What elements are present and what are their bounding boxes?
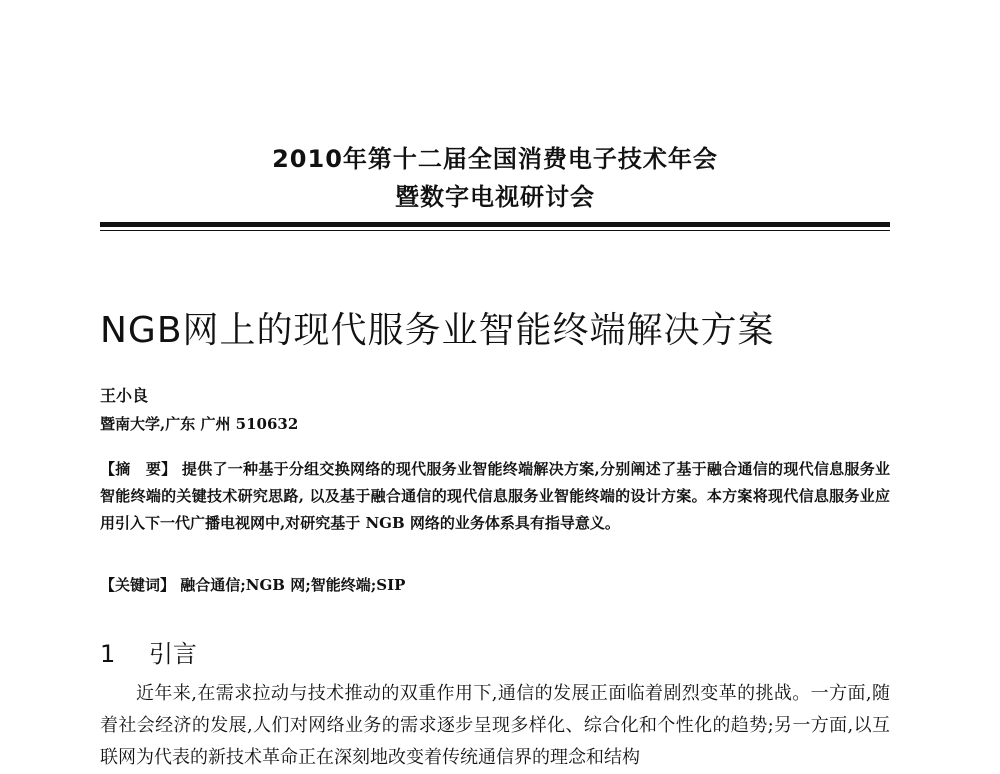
- paper-title: NGB网上的现代服务业智能终端解决方案: [100, 310, 775, 351]
- author: 王小良: [100, 386, 149, 405]
- keywords-label: 【关键词】: [100, 576, 176, 594]
- section-number: 1: [100, 640, 116, 668]
- body-paragraph: 近年来,在需求拉动与技术推动的双重作用下,通信的发展正面临着剧烈变革的挑战。一方面,随着社会经济的发展,人们对网络业务的需求逐步呈现多样化、综合化和个性化的趋势;另一方面,以互联网为代表的新技术革命正在深刻地改变着传统通信界的理念和结构: [100, 683, 890, 768]
- section-heading: [100, 634, 197, 669]
- abstract: [100, 456, 890, 537]
- conference-title-line1: 2010年第十二届全国消费电子技术年会: [272, 145, 718, 173]
- affiliation: 暨南大学,广东 广州 510632: [100, 415, 299, 433]
- abstract-text: 提供了一种基于分组交换网络的现代服务业智能终端解决方案,分别阐述了基于融合通信的现代信息服务业智能终端的关键技术研究思路, 以及基于融合通信的现代信息服务业智能终端的设计方案。本方案将现代信息服务业应用引入下一代广播电视网中,对研究基于 NGB 网络的业务体系具有指导意义。: [100, 460, 890, 532]
- conference-title: [100, 140, 890, 216]
- section-title: 引言: [148, 640, 197, 668]
- header-rule-thin: [100, 230, 890, 231]
- keywords-text: 融合通信;NGB 网;智能终端;SIP: [180, 576, 406, 594]
- abstract-label: 【摘 要】: [100, 460, 177, 478]
- keywords: [100, 574, 405, 595]
- header-rule-thick: [100, 222, 890, 227]
- conference-title-line2: 暨数字电视研讨会: [395, 183, 595, 211]
